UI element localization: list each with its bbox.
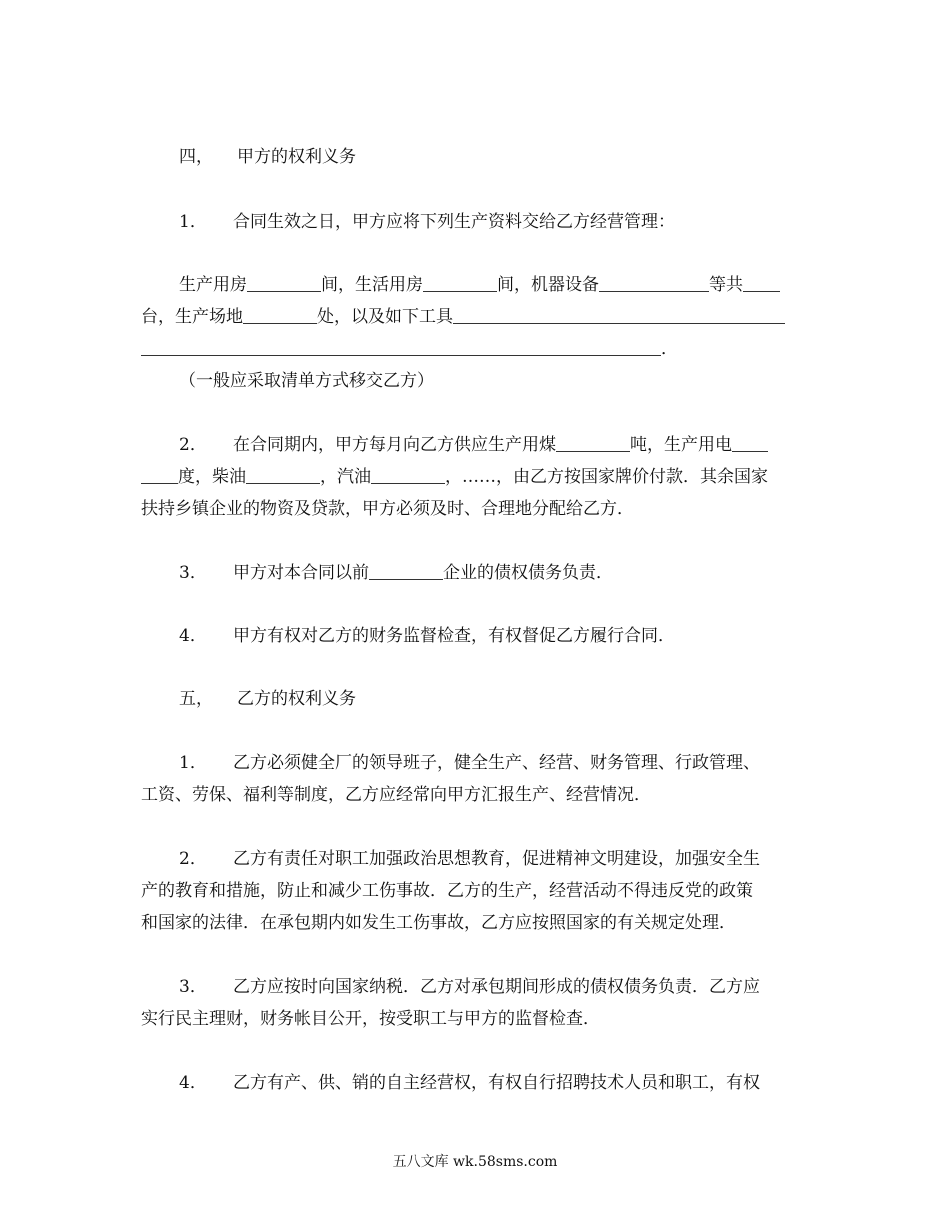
text-fragment: 扶持乡镇企业的物资及贷款，甲方必须及时、合理地分配给乙方． xyxy=(141,499,634,519)
text-fragment: 生产用房 xyxy=(179,275,247,295)
text-fragment: 甲方对本合同以前 xyxy=(233,563,369,583)
fill-blank xyxy=(556,435,630,452)
fill-blank xyxy=(453,307,785,324)
clause-text: 甲方有权对乙方的财务监督检查，有权督促乙方履行合同． xyxy=(233,626,675,646)
clause-number: 2． xyxy=(179,435,207,455)
section-title: 甲方的权利义务 xyxy=(237,147,356,167)
text-fragment: 企业的债权债务负责． xyxy=(443,563,613,583)
page-footer: 五八文库 wk.58sms.com xyxy=(392,1154,558,1170)
clause-number: 4． xyxy=(179,1073,207,1093)
clause-4-3 xyxy=(141,562,859,584)
clause-4-2 xyxy=(141,434,859,456)
section-4-heading xyxy=(141,146,859,168)
clause-4-1-line-2 xyxy=(141,274,859,296)
note-text: （一般应采取清单方式移交乙方） xyxy=(179,371,434,391)
fill-blank xyxy=(743,275,780,292)
section-5-heading xyxy=(141,688,859,710)
clause-5-3-line-2 xyxy=(141,1008,821,1030)
fill-blank xyxy=(247,275,321,292)
clause-text: 乙方有产、供、销的自主经营权，有权自行招聘技术人员和职工，有权 xyxy=(233,1073,760,1093)
clause-4-1-line-4 xyxy=(141,338,821,360)
section-number: 五， xyxy=(179,689,213,709)
clause-4-4 xyxy=(141,625,859,647)
clause-number: 1． xyxy=(179,753,207,773)
clause-number: 2． xyxy=(179,849,207,869)
text-fragment: ． xyxy=(661,339,678,359)
clause-5-4 xyxy=(141,1072,859,1094)
text-fragment: 间，机器设备 xyxy=(497,275,599,295)
clause-text: 合同生效之日，甲方应将下列生产资料交给乙方经营管理： xyxy=(233,212,675,232)
clause-text: 乙方应按时向国家纳税．乙方对承包期间形成的债权债务负责．乙方应 xyxy=(233,977,760,997)
text-fragment: ，汽油 xyxy=(320,467,371,487)
text-fragment: 间，生活用房 xyxy=(321,275,423,295)
clause-number: 4． xyxy=(179,626,207,646)
clause-4-1-note xyxy=(141,370,859,392)
text-fragment: 在合同期内，甲方每月向乙方供应生产用煤 xyxy=(233,435,556,455)
fill-blank xyxy=(423,275,497,292)
clause-4-2-line-2 xyxy=(141,466,821,488)
clause-number: 3． xyxy=(179,977,207,997)
text-fragment: 吨，生产用电 xyxy=(630,435,732,455)
clause-text: 和国家的法律．在承包期内如发生工伤事故，乙方应按照国家的有关规定处理． xyxy=(141,913,736,933)
clause-5-2 xyxy=(141,848,859,870)
clause-4-1 xyxy=(141,211,859,233)
clause-text: 乙方有责任对职工加强政治思想教育，促进精神文明建设，加强安全生 xyxy=(233,849,760,869)
fill-blank xyxy=(246,467,320,484)
clause-4-1-line-3 xyxy=(141,306,821,328)
fill-blank xyxy=(599,275,709,292)
clause-5-1 xyxy=(141,752,859,774)
clause-4-2-line-3 xyxy=(141,498,821,520)
clause-5-2-line-2 xyxy=(141,880,821,902)
text-fragment: 台，生产场地 xyxy=(141,307,243,327)
fill-blank xyxy=(369,563,443,580)
fill-blank xyxy=(243,307,317,324)
fill-blank xyxy=(141,339,661,356)
clause-text: 实行民主理财，财务帐目公开，按受职工与甲方的监督检查． xyxy=(141,1009,600,1029)
text-fragment: 等共 xyxy=(709,275,743,295)
clause-number: 3． xyxy=(179,563,207,583)
fill-blank xyxy=(141,467,178,484)
section-title: 乙方的权利义务 xyxy=(237,689,356,709)
fill-blank xyxy=(732,435,768,452)
clause-text: 工资、劳保、福利等制度，乙方应经常向甲方汇报生产、经营情况． xyxy=(141,785,651,805)
section-number: 四， xyxy=(179,147,213,167)
fill-blank xyxy=(371,467,445,484)
clause-text: 乙方必须健全厂的领导班子，健全生产、经营、财务管理、行政管理、 xyxy=(233,753,760,773)
clause-number: 1． xyxy=(179,212,207,232)
clause-text: 产的教育和措施，防止和减少工伤事故．乙方的生产，经营活动不得违反党的政策 xyxy=(141,881,753,901)
text-fragment: 度，柴油 xyxy=(178,467,246,487)
clause-5-3 xyxy=(141,976,859,998)
text-fragment: ，……，由乙方按国家牌价付款．其余国家 xyxy=(445,467,768,487)
clause-5-2-line-3 xyxy=(141,912,821,934)
text-fragment: 处，以及如下工具 xyxy=(317,307,453,327)
clause-5-1-line-2 xyxy=(141,784,821,806)
